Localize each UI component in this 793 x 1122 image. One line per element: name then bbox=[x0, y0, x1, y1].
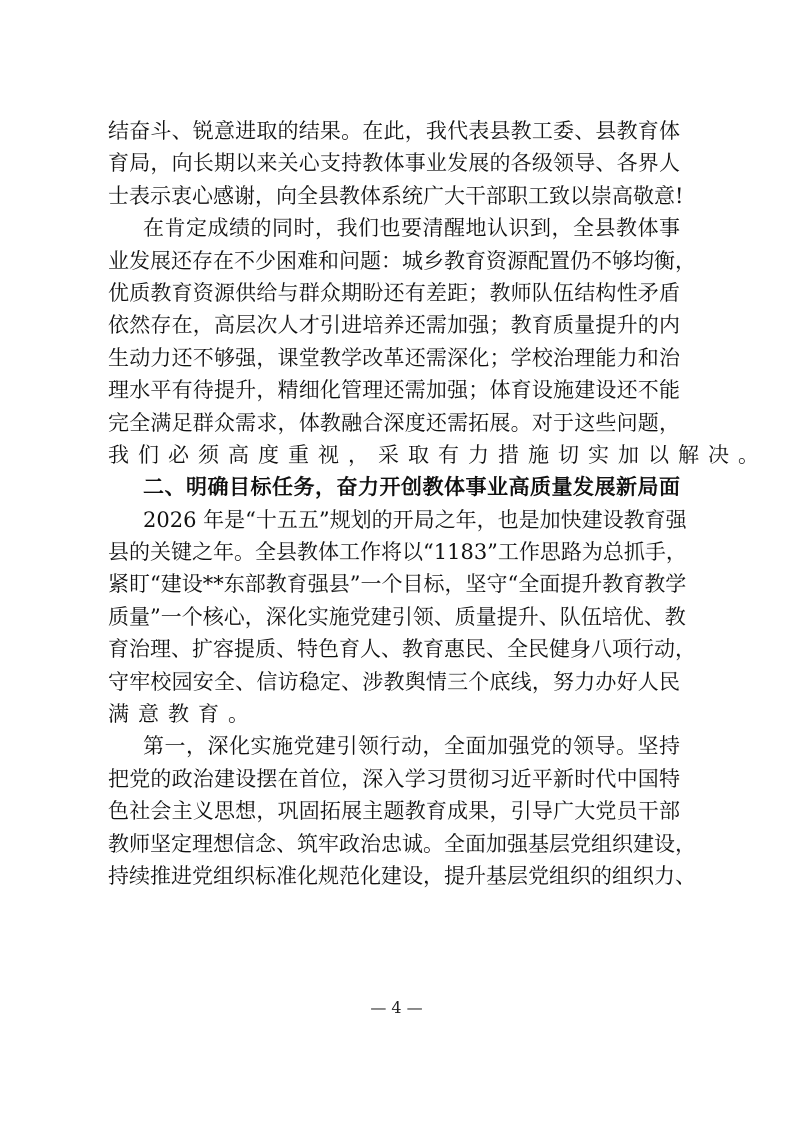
text-line: 优质教育资源供给与群众期盼还有差距；教师队伍结构性矛盾 bbox=[108, 280, 680, 305]
text-line: 守牢校园安全、信访稳定、涉教舆情三个底线，努力办好人民 bbox=[108, 669, 680, 694]
text-line: 色社会主义思想，巩固拓展主题教育成果，引导广大党员干部 bbox=[108, 799, 680, 824]
text-line: 育治理、扩容提质、特色育人、教育惠民、全民健身八项行动， bbox=[108, 637, 696, 662]
text-line: 育局，向长期以来关心支持教体事业发展的各级领导、各界人 bbox=[108, 151, 680, 176]
text-line: 业发展还存在不少困难和问题：城乡教育资源配置仍不够均衡， bbox=[108, 248, 696, 273]
text-line: 完全满足群众需求，体教融合深度还需拓展。对于这些问题， bbox=[108, 410, 680, 435]
page-number: — 4 — bbox=[370, 998, 423, 1017]
text-line: 依然存在，高层次人才引进培养还需加强；教育质量提升的内 bbox=[108, 313, 680, 338]
text-line: 2026 年是“十五五”规划的开局之年，也是加快建设教育强 bbox=[143, 507, 687, 532]
text-line: 教师坚定理想信念、筑牢政治忠诚。全面加强基层党组织建设， bbox=[108, 831, 696, 856]
text-line: 在肯定成绩的同时，我们也要清醒地认识到，全县教体事 bbox=[143, 216, 680, 241]
text-line: 县的关键之年。全县教体工作将以“1183”工作思路为总抓手， bbox=[108, 540, 687, 565]
text-line: 持续推进党组织标准化规范化建设，提升基层党组织的组织力、 bbox=[108, 863, 696, 888]
text-line: 士表示衷心感谢，向全县教体系统广大干部职工致以崇高敬意! bbox=[108, 183, 684, 208]
text-line: 质量”一个核心，深化实施党建引领、质量提升、队伍培优、教 bbox=[108, 604, 686, 629]
text-line: 生动力还不够强，课堂教学改革还需深化；学校治理能力和治 bbox=[108, 345, 680, 370]
section-heading: 二、明确目标任务，奋力开创教体事业高质量发展新局面 bbox=[143, 475, 680, 500]
text-line: 我们必须高度重视，采取有力措施切实加以解决。 bbox=[108, 442, 768, 467]
text-line: 结奋斗、锐意进取的结果。在此，我代表县教工委、县教育体 bbox=[108, 119, 680, 143]
text-line: 紧盯“建设**东部教育强县”一个目标，坚守“全面提升教育教学 bbox=[108, 572, 687, 597]
text-line: 把党的政治建设摆在首位，深入学习贯彻习近平新时代中国特 bbox=[108, 766, 680, 791]
text-line: 第一，深化实施党建引领行动，全面加强党的领导。坚持 bbox=[143, 734, 680, 759]
body-text bbox=[108, 115, 768, 892]
text-line: 满意教育。 bbox=[108, 702, 258, 727]
text-line: 理水平有待提升，精细化管理还需加强；体育设施建设还不能 bbox=[108, 378, 680, 403]
